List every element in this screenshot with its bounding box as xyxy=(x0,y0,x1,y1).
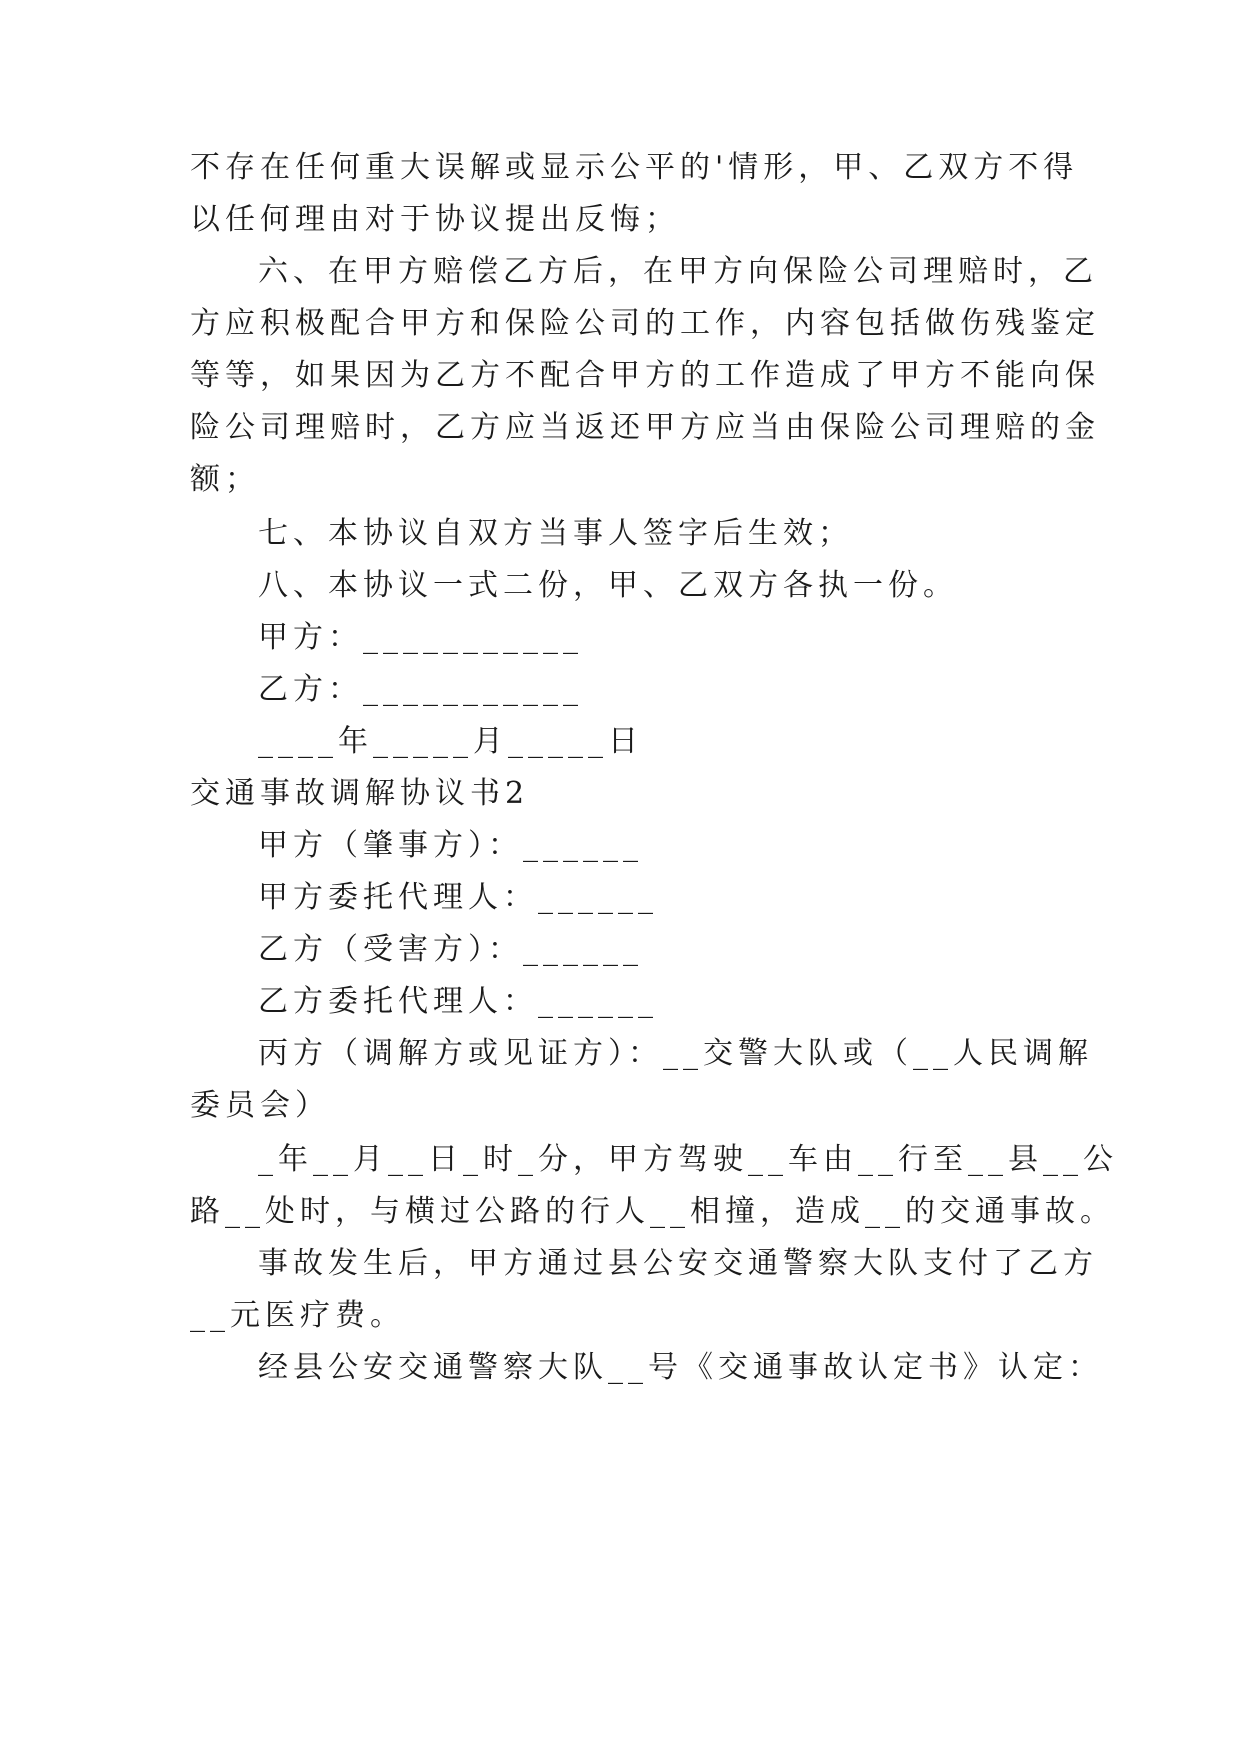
signature-date: ____年_____月_____日 xyxy=(258,724,643,759)
text-line-16: 乙方（受害方）：______ xyxy=(258,932,643,967)
text-line-23: __元医疗费。 xyxy=(190,1298,405,1333)
text-line-8: 七、本协议自双方当事人签字后生效； xyxy=(258,516,853,551)
text-line-6: 险公司理赔时，乙方应当返还甲方应当由保险公司理赔的金 xyxy=(190,410,1100,445)
text-line-24: 经县公安交通警察大队__号《交通事故认定书》认定： xyxy=(258,1350,1103,1385)
text-line-22: 事故发生后，甲方通过县公安交通警察大队支付了乙方 xyxy=(258,1246,1098,1281)
text-line-18: 丙方（调解方或见证方）：__交警大队或（__人民调解 xyxy=(258,1036,1093,1071)
text-line-5: 等等，如果因为乙方不配合甲方的工作造成了甲方不能向保 xyxy=(190,358,1100,393)
signature-party-a: 甲方：___________ xyxy=(258,620,583,655)
text-line-19: 委员会） xyxy=(190,1088,330,1123)
signature-party-b: 乙方：___________ xyxy=(258,672,583,707)
text-line-17: 乙方委托代理人：______ xyxy=(258,984,658,1019)
text-line-7: 额； xyxy=(190,462,260,497)
text-line-9: 八、本协议一式二份，甲、乙双方各执一份。 xyxy=(258,568,958,603)
text-line-14: 甲方（肇事方）：______ xyxy=(258,828,643,863)
text-line-4: 方应积极配合甲方和保险公司的工作，内容包括做伤残鉴定 xyxy=(190,306,1100,341)
text-line-20: _年__月__日_时_分，甲方驾驶__车由__行至__县__公 xyxy=(258,1142,1118,1177)
text-line-3: 六、在甲方赔偿乙方后，在甲方向保险公司理赔时，乙 xyxy=(258,254,1098,289)
section-title: 交通事故调解协议书2 xyxy=(190,776,530,811)
text-line-15: 甲方委托代理人：______ xyxy=(258,880,658,915)
text-line-1: 不存在任何重大误解或显示公平的'情形，甲、乙双方不得 xyxy=(190,150,1079,185)
text-line-2: 以任何理由对于协议提出反悔； xyxy=(190,202,680,237)
text-line-21: 路__处时，与横过公路的行人__相撞，造成__的交通事故。 xyxy=(190,1194,1115,1229)
